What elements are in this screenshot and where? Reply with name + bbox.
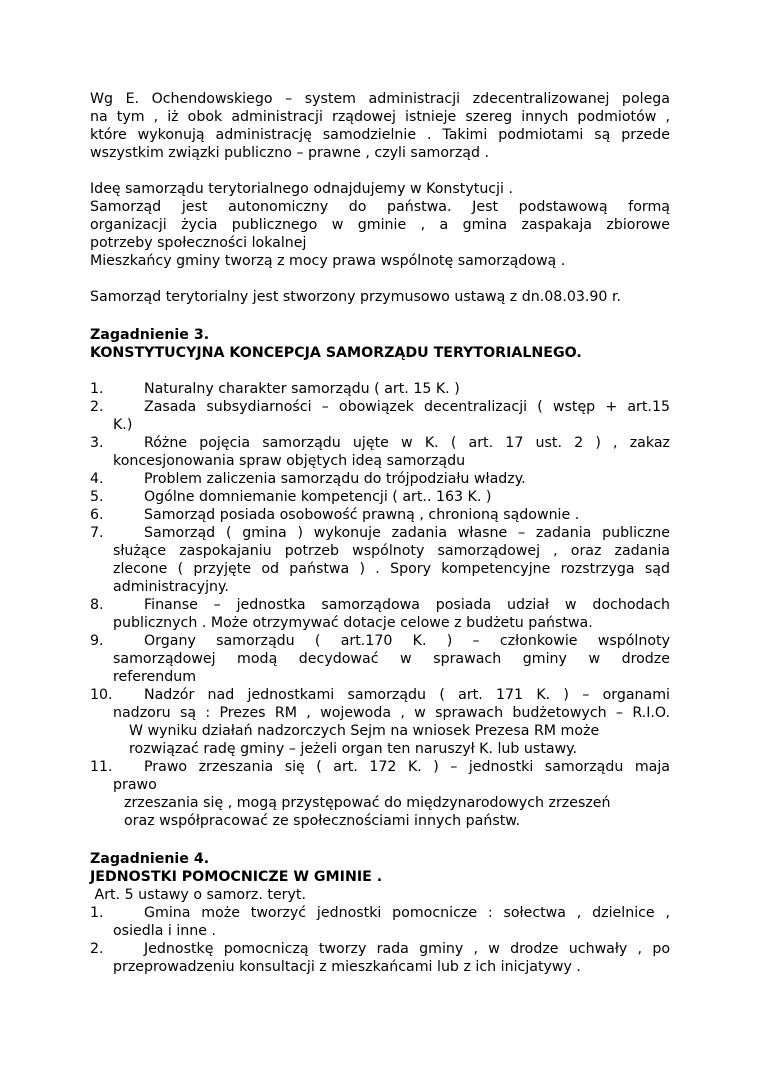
list-number: 3. (90, 435, 104, 451)
list-item (90, 470, 670, 488)
list-number: 2. (90, 399, 104, 415)
list-text: prawo (113, 777, 157, 793)
list-text: służące zaspokajaniu potrzeb wspólnoty samorządowej , oraz zadania (113, 543, 670, 559)
list-text: referendum (113, 669, 197, 685)
list-text: Jednostkę pomocniczą tworzy rada gminy , w drodze uchwały , po (144, 941, 670, 957)
list-item (90, 398, 670, 434)
list-text: zlecone ( przyjęte od państwa ) . Spory kompetencyjne rozstrzyga sąd (113, 561, 670, 577)
list-text: osiedla i inne . (113, 923, 217, 939)
list-item (90, 632, 670, 686)
intro-paragraph-3: Samorząd terytorialny jest stworzony przymusowo ustawą z dn.08.03.90 r. (90, 289, 621, 305)
text-line: na tym , iż obok administracji rządowej istnieje szereg innych podmiotów , (90, 109, 670, 125)
list-text: Samorząd ( gmina ) wykonuje zadania własne – zadania publiczne (144, 525, 670, 541)
list-item (90, 524, 670, 596)
list-text: Problem zaliczenia samorządu do trójpodziału władzy. (144, 471, 526, 487)
list-item (90, 904, 670, 940)
text-line: Ideę samorządu terytorialnego odnajdujemy w Konstytucji . (90, 181, 514, 197)
list-number: 7. (90, 525, 104, 541)
list-text: nadzoru są : Prezes RM , wojewoda , w sprawach budżetowych – R.I.O. (113, 705, 670, 721)
list-number: 5. (90, 489, 104, 505)
list-text: Finanse – jednostka samorządowa posiada udział w dochodach (144, 597, 670, 613)
list-number: 8. (90, 597, 104, 613)
intro-paragraph-2 (90, 180, 670, 270)
text-line: Samorząd jest autonomiczny do państwa. Jest podstawową formą (90, 199, 670, 215)
list-number: 10. (90, 687, 113, 703)
list-number: 1. (90, 905, 104, 921)
text-line: które wykonują administrację samodzielnie . Takimi podmiotami są przede (90, 127, 670, 143)
list-number: 4. (90, 471, 104, 487)
list-item (90, 506, 670, 524)
text-line: organizacji życia publicznego w gminie , a gmina zaspakaja zbiorowe (90, 217, 670, 233)
list-text: Zasada subsydiarności – obowiązek decentralizacji ( wstęp + art.15 (144, 399, 670, 415)
list-text: Gmina może tworzyć jednostki pomocnicze : sołectwa , dzielnice , (144, 905, 670, 921)
list-text: administracyjny. (113, 579, 229, 595)
list-item (90, 758, 670, 830)
section-4-note: Art. 5 ustawy o samorz. teryt. (90, 887, 306, 903)
text-line: Mieszkańcy gminy tworzą z mocy prawa wspólnotę samorządową . (90, 253, 566, 269)
list-item (90, 596, 670, 632)
text-line: Wg E. Ochendowskiego – system administracji zdecentralizowanej polega (90, 91, 670, 107)
list-text: W wyniku działań nadzorczych Sejm na wniosek Prezesa RM może (129, 723, 600, 739)
section-3-subtitle: KONSTYTUCYJNA KONCEPCJA SAMORZĄDU TERYTORIALNEGO. (90, 345, 582, 361)
list-number: 1. (90, 381, 104, 397)
list-number: 6. (90, 507, 104, 523)
list-text: Nadzór nad jednostkami samorządu ( art. 171 K. ) – organami (144, 687, 670, 703)
list-text: zrzeszania się , mogą przystępować do międzynarodowych zrzeszeń (124, 795, 611, 811)
list-text: samorządowej modą decydować w sprawach gminy w drodze (113, 651, 670, 667)
list-text: koncesjonowania spraw objętych ideą samorządu (113, 453, 466, 469)
list-text: Naturalny charakter samorządu ( art. 15 K. ) (144, 381, 460, 397)
list-text: K.) (113, 417, 133, 433)
list-number: 2. (90, 941, 104, 957)
list-item (90, 686, 670, 758)
section-4-list (90, 904, 670, 976)
section-4-subtitle: JEDNOSTKI POMOCNICZE W GMINIE . (90, 869, 383, 885)
section-3-title: Zagadnienie 3. (90, 327, 210, 343)
list-item (90, 380, 670, 398)
list-item (90, 488, 670, 506)
list-text: oraz współpracować ze społecznościami innych państw. (124, 813, 521, 829)
list-item (90, 940, 670, 976)
list-item (90, 434, 670, 470)
list-text: publicznych . Może otrzymywać dotacje celowe z budżetu państwa. (113, 615, 593, 631)
list-text: Samorząd posiada osobowość prawną , chronioną sądownie . (144, 507, 580, 523)
document-body (90, 90, 670, 976)
list-number: 11. (90, 759, 113, 775)
intro-paragraph-1 (90, 90, 670, 162)
text-line: wszystkim związki publiczno – prawne , czyli samorząd . (90, 145, 490, 161)
list-text: rozwiązać radę gminy – jeżeli organ ten naruszył K. lub ustawy. (129, 741, 578, 757)
list-text: Prawo zrzeszania się ( art. 172 K. ) – jednostki samorządu maja (144, 759, 670, 775)
list-text: Organy samorządu ( art.170 K. ) – członkowie wspólnoty (144, 633, 670, 649)
list-text: Różne pojęcia samorządu ujęte w K. ( art. 17 ust. 2 ) , zakaz (144, 435, 670, 451)
section-3-list (90, 380, 670, 830)
section-4-title: Zagadnienie 4. (90, 851, 210, 867)
text-line: potrzeby społeczności lokalnej (90, 235, 307, 251)
list-text: Ogólne domniemanie kompetencji ( art.. 163 K. ) (144, 489, 492, 505)
list-number: 9. (90, 633, 104, 649)
list-text: przeprowadzeniu konsultacji z mieszkańcami lub z ich inicjatywy . (113, 959, 581, 975)
